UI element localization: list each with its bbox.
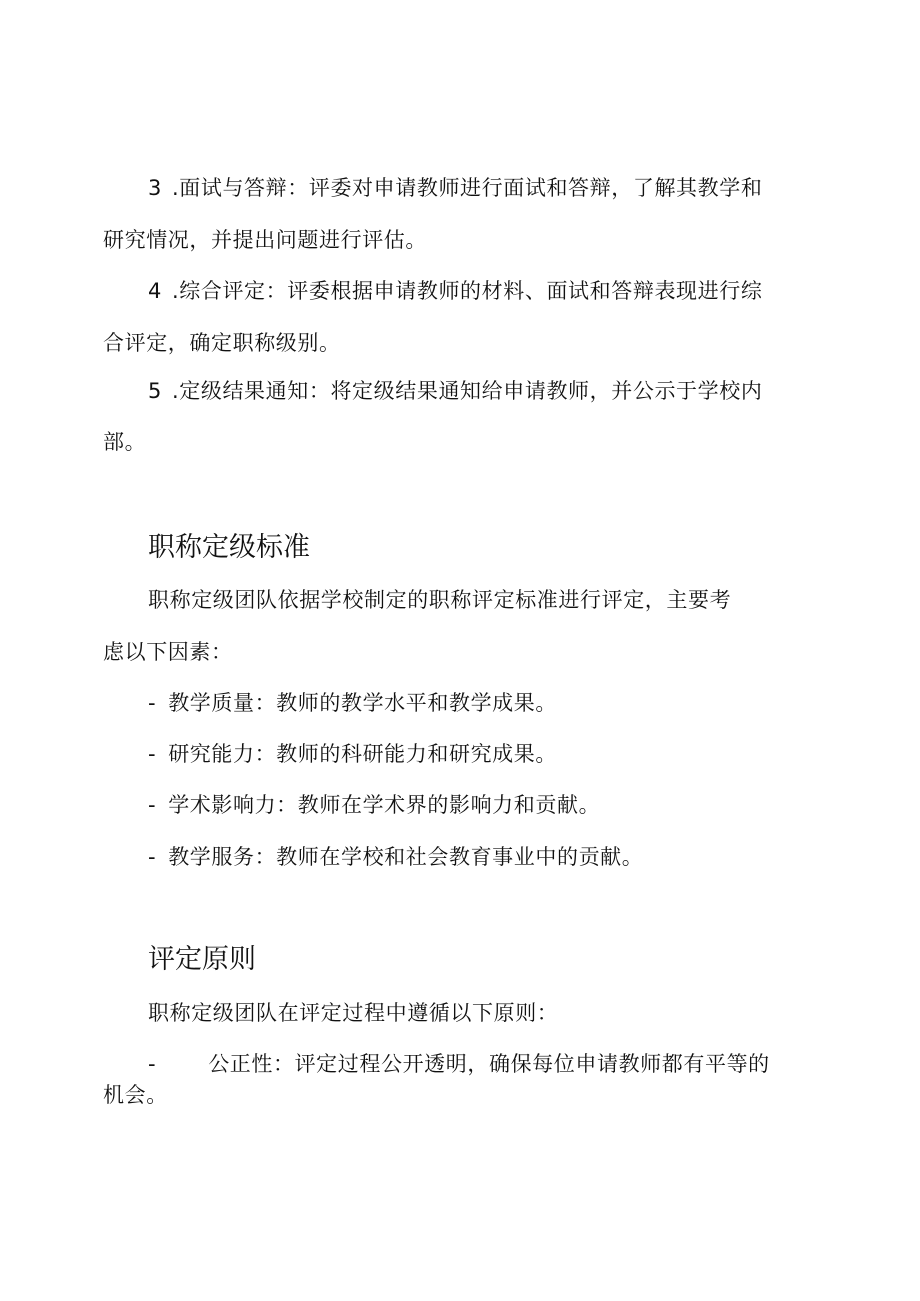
principles-list-item-line-1 — [148, 1049, 770, 1079]
section-heading-standards: 职称定级标准 — [148, 532, 310, 563]
section-heading-principles: 评定原则 — [148, 944, 256, 975]
step-5-line-1 — [148, 376, 762, 406]
standards-list-item — [148, 842, 643, 872]
list-dash: - — [148, 793, 157, 817]
list-dash: - — [148, 742, 157, 766]
step-4-line-1 — [148, 276, 762, 306]
step-5-line-2: 部。 — [103, 430, 147, 454]
list-dash: - — [148, 691, 157, 715]
step-text: .面试与答辩：评委对申请教师进行面试和答辩，了解其教学和 — [171, 176, 763, 200]
list-dash: - — [148, 1052, 157, 1076]
step-number: 4 — [148, 279, 162, 303]
step-text: .定级结果通知：将定级结果通知给申请教师，并公示于学校内 — [171, 379, 763, 403]
standards-list-item — [148, 739, 557, 769]
list-item-text: 研究能力：教师的科研能力和研究成果。 — [168, 742, 557, 766]
standards-intro-line-1: 职称定级团队依据学校制定的职称评定标准进行评定，主要考 — [148, 588, 732, 612]
step-4-line-2: 合评定，确定职称级别。 — [103, 331, 341, 355]
list-dash: - — [148, 845, 157, 869]
standards-intro-line-2: 虑以下因素： — [103, 640, 233, 664]
principles-intro: 职称定级团队在评定过程中遵循以下原则： — [148, 1001, 559, 1025]
step-text: .综合评定：评委根据申请教师的材料、面试和答辩表现进行综 — [171, 279, 763, 303]
step-number: 5 — [148, 379, 162, 403]
list-item-text: 教学服务：教师在学校和社会教育事业中的贡献。 — [168, 845, 644, 869]
standards-list-item — [148, 790, 600, 820]
standards-list-item — [148, 688, 557, 718]
list-item-text: 学术影响力：教师在学术界的影响力和贡献。 — [168, 793, 601, 817]
principles-list-item-line-2: 机会。 — [103, 1083, 168, 1107]
list-item-text: 公正性：评定过程公开透明，确保每位申请教师都有平等的 — [208, 1052, 770, 1076]
list-item-text: 教学质量：教师的教学水平和教学成果。 — [168, 691, 557, 715]
step-3-line-2: 研究情况，并提出问题进行评估。 — [103, 228, 427, 252]
step-3-line-1 — [148, 173, 762, 203]
step-number: 3 — [148, 176, 162, 200]
